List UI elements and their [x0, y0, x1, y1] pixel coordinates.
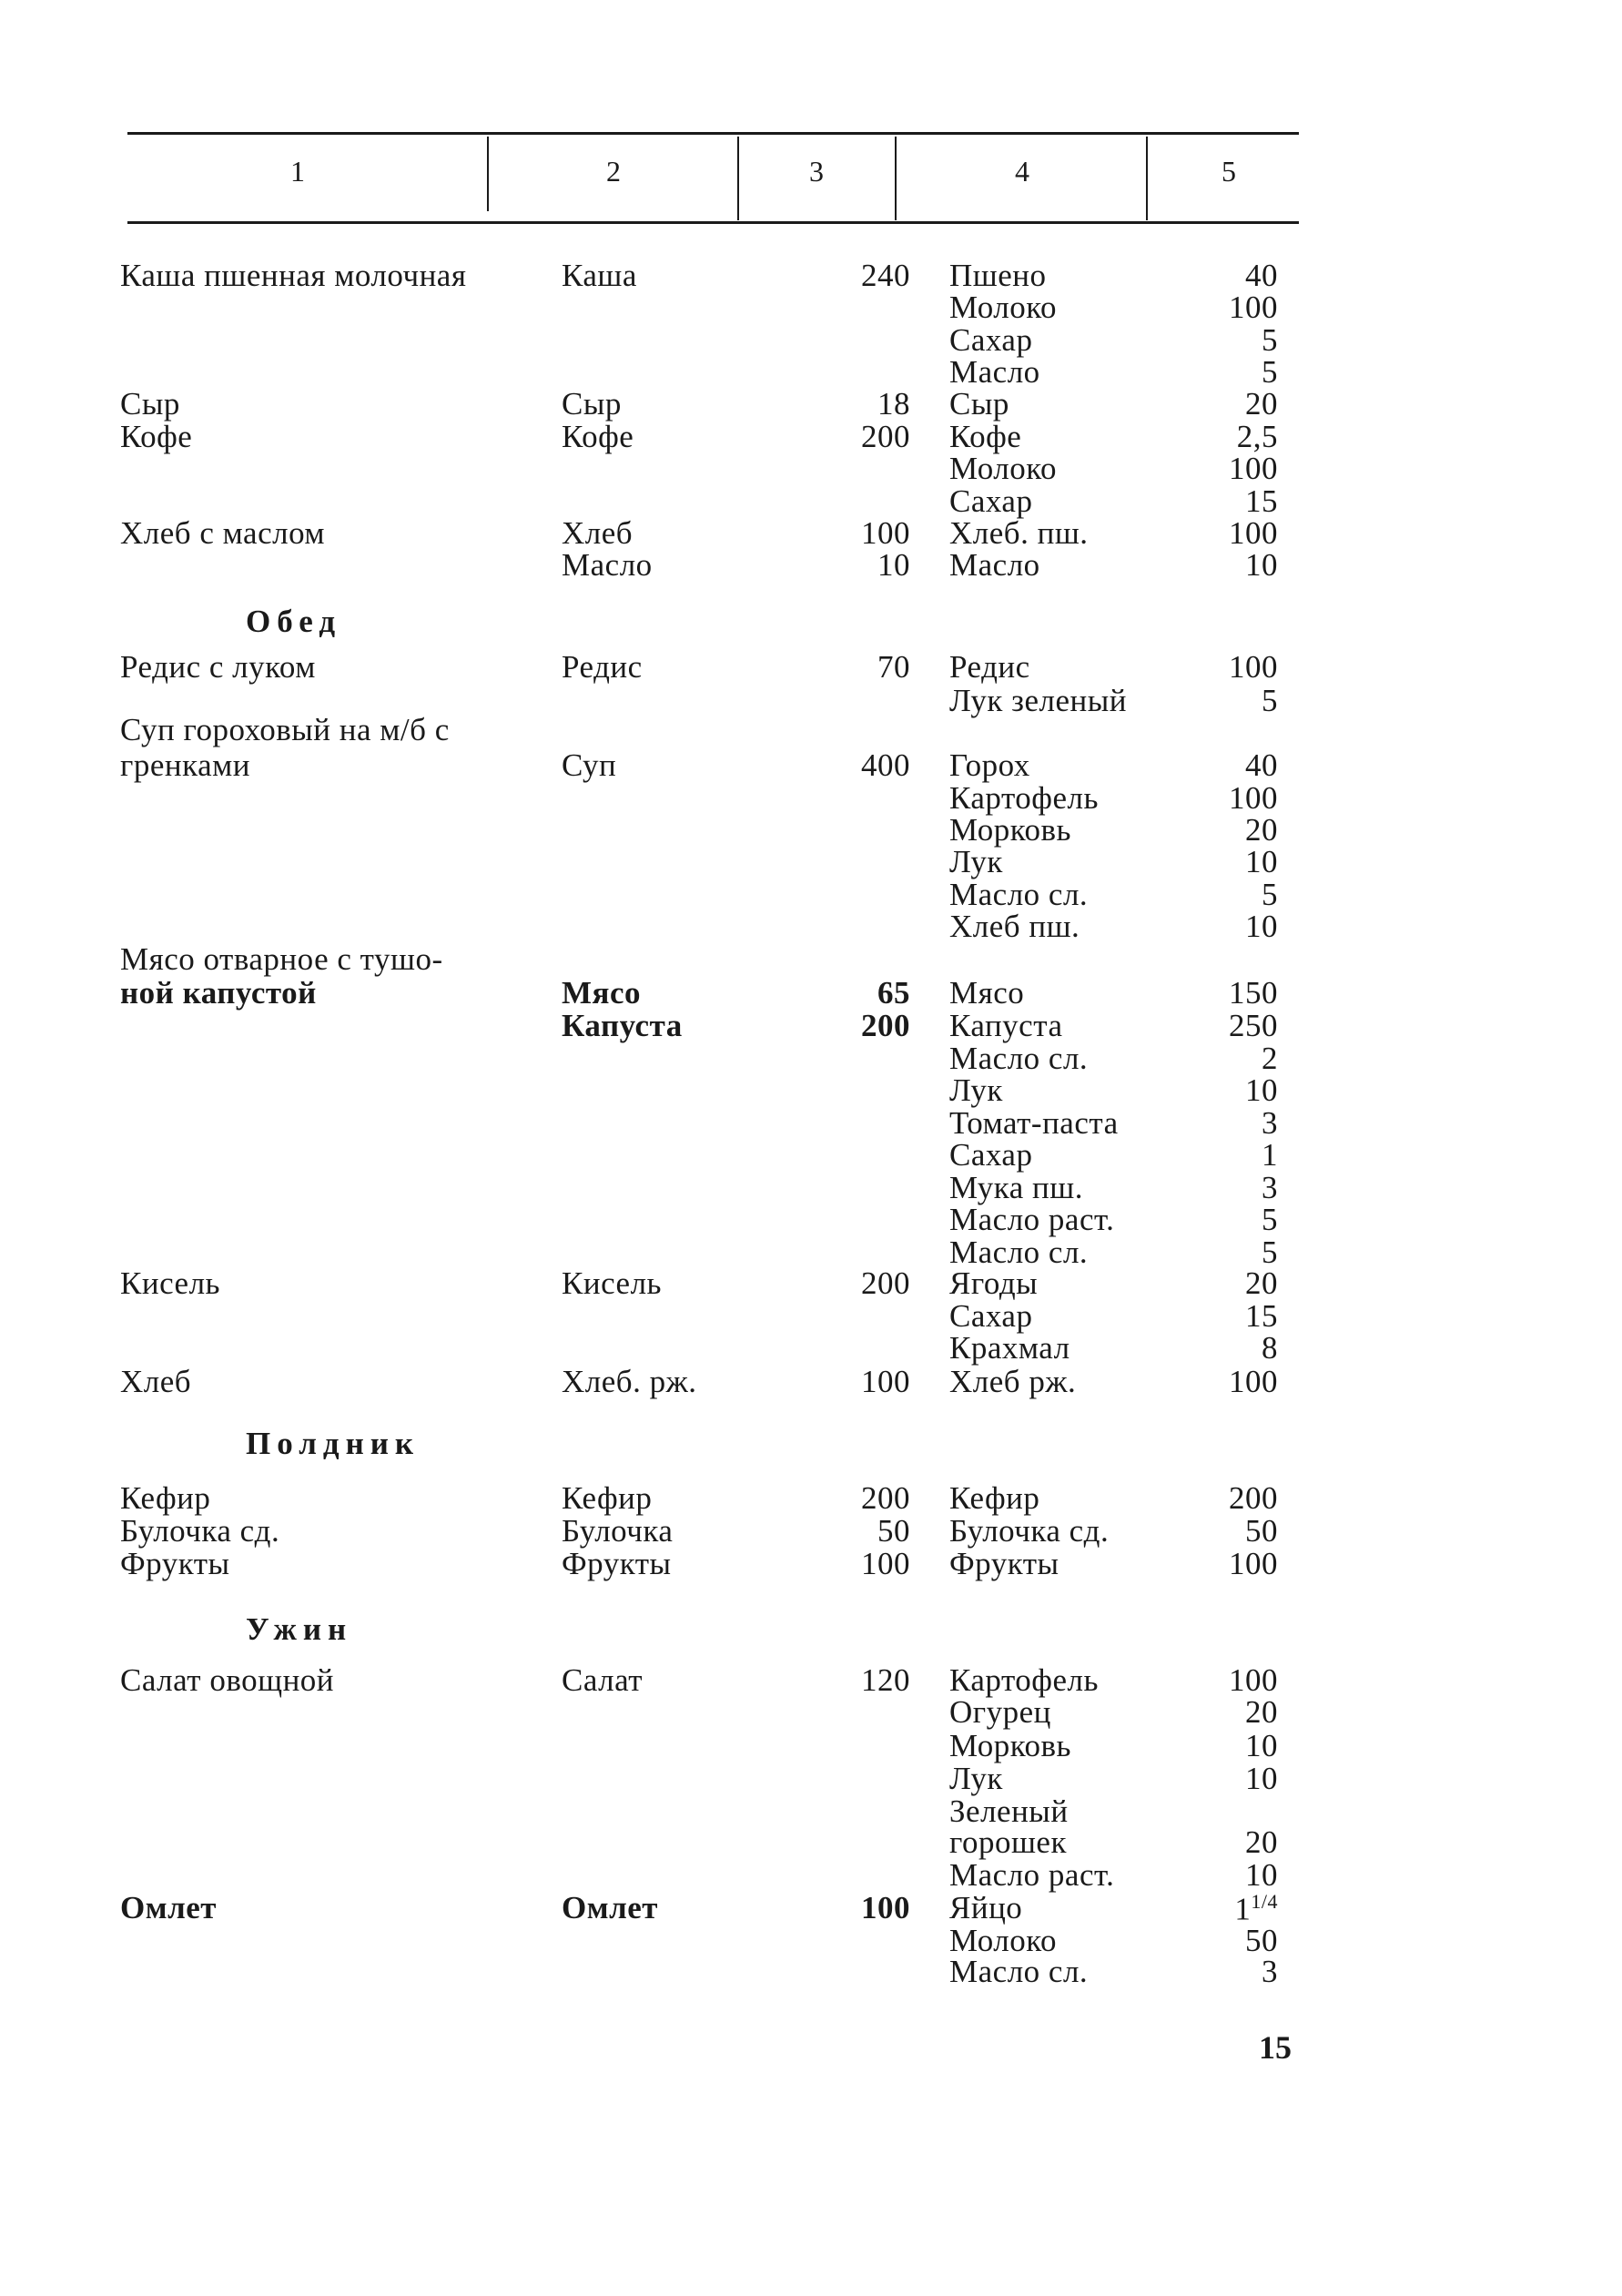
serving-item: Булочка — [562, 1513, 674, 1549]
ingredient-name: Масло раст. — [949, 1202, 1115, 1237]
dish-name: Суп гороховый на м/б с — [120, 712, 450, 747]
ingredient-name: Сахар — [949, 1298, 1033, 1334]
ingredient-name: Морковь — [949, 812, 1071, 848]
ingredient-amount: 100 — [1229, 1546, 1278, 1581]
ingredient-name: Картофель — [949, 780, 1099, 816]
serving-item: Фрукты — [562, 1546, 672, 1581]
ingredient-name: Хлеб. пш. — [949, 515, 1089, 551]
ingredient-name: Горох — [949, 747, 1030, 783]
serving-item: Кефир — [562, 1480, 653, 1516]
ingredient-name: Лук — [949, 844, 1003, 879]
dish-name: гренками — [120, 747, 251, 783]
serving-qty: 100 — [861, 1546, 910, 1581]
ingredient-amount: 150 — [1229, 975, 1278, 1011]
ingredient-name: Масло сл. — [949, 1234, 1089, 1270]
ingredient-amount: 5 — [1262, 1202, 1278, 1237]
ingredient-amount: 5 — [1262, 322, 1278, 358]
ingredient-name: Кефир — [949, 1480, 1040, 1516]
ingredient-amount: 200 — [1229, 1480, 1278, 1516]
serving-item: Кофе — [562, 419, 634, 454]
ingredient-name: Сахар — [949, 322, 1033, 358]
dish-name: Кофе — [120, 419, 193, 454]
ingredient-amount: $1^{1/4}$ — [1234, 1890, 1278, 1927]
ingredient-amount: 5 — [1262, 1234, 1278, 1270]
serving-qty: 70 — [877, 649, 910, 685]
column-header-1: 1 — [290, 155, 305, 188]
serving-qty: 120 — [861, 1662, 910, 1698]
ingredient-name: Лук — [949, 1761, 1003, 1796]
ingredient-amount: 100 — [1229, 451, 1278, 486]
ingredient-name: Хлеб рж. — [949, 1364, 1077, 1399]
section-heading: Ужин — [246, 1611, 353, 1647]
serving-item: Масло — [562, 547, 653, 583]
ingredient-amount: 5 — [1262, 877, 1278, 912]
dish-name: Сыр — [120, 386, 180, 422]
ingredient-name: Лук зеленый — [949, 683, 1127, 718]
dish-name: Хлеб с маслом — [120, 515, 326, 551]
serving-item: Суп — [562, 747, 617, 783]
serving-item: Мясо — [562, 975, 642, 1011]
ingredient-name: Масло сл. — [949, 1041, 1089, 1076]
ingredient-amount: 10 — [1245, 844, 1278, 879]
ingredient-amount: 10 — [1245, 547, 1278, 583]
ingredient-name: Капуста — [949, 1008, 1063, 1043]
ingredient-amount: 100 — [1229, 649, 1278, 685]
ingredient-name: Ягоды — [949, 1265, 1039, 1301]
ingredient-amount: 1 — [1262, 1137, 1278, 1173]
ingredient-amount: 3 — [1262, 1105, 1278, 1141]
ingredient-amount: 20 — [1245, 1824, 1278, 1860]
serving-item: Хлеб — [562, 515, 634, 551]
ingredient-name: Молоко — [949, 290, 1057, 325]
ingredient-amount: 100 — [1229, 1364, 1278, 1399]
serving-qty: 100 — [861, 515, 910, 551]
ingredient-amount: 2,5 — [1236, 419, 1278, 454]
serving-qty: 65 — [877, 975, 910, 1011]
ingredient-name: Сыр — [949, 386, 1009, 422]
ingredient-amount: 100 — [1229, 780, 1278, 816]
ingredient-amount: 100 — [1229, 1662, 1278, 1698]
serving-qty: 200 — [861, 1265, 910, 1301]
ingredient-name: Молоко — [949, 451, 1057, 486]
ingredient-amount: 20 — [1245, 1265, 1278, 1301]
ingredient-amount: 100 — [1229, 290, 1278, 325]
ingredient-amount: 15 — [1245, 1298, 1278, 1334]
column-header-3: 3 — [809, 155, 824, 188]
section-heading: Обед — [246, 604, 342, 639]
serving-qty: 10 — [877, 547, 910, 583]
ingredient-name: Крахмал — [949, 1330, 1070, 1366]
ingredient-amount: 100 — [1229, 515, 1278, 551]
ingredient-amount: 15 — [1245, 483, 1278, 519]
serving-qty: 100 — [861, 1364, 910, 1399]
dish-name: Каша пшенная молочная — [120, 258, 467, 293]
ingredient-amount: 5 — [1262, 683, 1278, 718]
ingredient-name: Масло — [949, 547, 1040, 583]
ingredient-name: Масло сл. — [949, 1954, 1089, 1989]
serving-item: Редис — [562, 649, 643, 685]
dish-name: Булочка сд. — [120, 1513, 280, 1549]
ingredient-name: Огурец — [949, 1694, 1051, 1730]
ingredient-amount: 10 — [1245, 1761, 1278, 1796]
serving-qty: 50 — [877, 1513, 910, 1549]
ingredient-name: Мука пш. — [949, 1170, 1083, 1205]
dish-name: Кисель — [120, 1265, 220, 1301]
section-heading: Полдник — [246, 1426, 421, 1461]
ingredient-amount: 20 — [1245, 1694, 1278, 1730]
ingredient-name: Масло — [949, 354, 1040, 390]
ingredient-amount: 40 — [1245, 258, 1278, 293]
ingredient-name: горошек — [949, 1824, 1067, 1860]
ingredient-amount: 20 — [1245, 386, 1278, 422]
serving-qty: 200 — [861, 419, 910, 454]
ingredient-amount: 3 — [1262, 1170, 1278, 1205]
ingredient-amount: 10 — [1245, 1857, 1278, 1893]
dish-name: ной капустой — [120, 975, 317, 1011]
ingredient-amount: 20 — [1245, 812, 1278, 848]
page-number: 15 — [1259, 2029, 1292, 2066]
ingredient-name: Томат-паста — [949, 1105, 1119, 1141]
ingredient-name: Мясо — [949, 975, 1025, 1011]
serving-qty: 18 — [877, 386, 910, 422]
dish-name: Салат овощной — [120, 1662, 335, 1698]
ingredient-name: Масло сл. — [949, 877, 1089, 912]
ingredient-amount: 10 — [1245, 909, 1278, 944]
ingredient-name: Сахар — [949, 1137, 1033, 1173]
serving-qty: 200 — [861, 1008, 910, 1043]
serving-qty: 240 — [861, 258, 910, 293]
serving-item: Салат — [562, 1662, 644, 1698]
ingredient-name: Фрукты — [949, 1546, 1059, 1581]
ingredient-name: Пшено — [949, 258, 1047, 293]
serving-item: Сыр — [562, 386, 622, 422]
ingredient-amount: 50 — [1245, 1923, 1278, 1958]
dish-name: Кефир — [120, 1480, 211, 1516]
ingredient-amount: 10 — [1245, 1072, 1278, 1108]
ingredient-name: Картофель — [949, 1662, 1099, 1698]
column-header-4: 4 — [1015, 155, 1029, 188]
serving-item: Капуста — [562, 1008, 683, 1043]
ingredient-name: Молоко — [949, 1923, 1057, 1958]
serving-qty: 400 — [861, 747, 910, 783]
ingredient-amount: 40 — [1245, 747, 1278, 783]
column-header-5: 5 — [1222, 155, 1236, 188]
ingredient-amount: 250 — [1229, 1008, 1278, 1043]
ingredient-amount: 8 — [1262, 1330, 1278, 1366]
ingredient-name: Кофе — [949, 419, 1022, 454]
ingredient-name: Редис — [949, 649, 1030, 685]
serving-item: Кисель — [562, 1265, 662, 1301]
ingredient-amount: 50 — [1245, 1513, 1278, 1549]
ingredient-name: Морковь — [949, 1728, 1071, 1763]
ingredient-name: Масло раст. — [949, 1857, 1115, 1893]
ingredient-name: Хлеб пш. — [949, 909, 1080, 944]
serving-item: Омлет — [562, 1890, 658, 1925]
ingredient-amount: 5 — [1262, 354, 1278, 390]
serving-qty: 100 — [861, 1890, 910, 1925]
dish-name: Редис с луком — [120, 649, 316, 685]
ingredient-amount: 10 — [1245, 1728, 1278, 1763]
serving-item: Хлеб. рж. — [562, 1364, 697, 1399]
ingredient-name: Лук — [949, 1072, 1003, 1108]
ingredient-name: Яйцо — [949, 1890, 1023, 1925]
ingredient-amount: 3 — [1262, 1954, 1278, 1989]
serving-qty: 200 — [861, 1480, 910, 1516]
ingredient-name: Зеленый — [949, 1793, 1069, 1829]
ingredient-name: Булочка сд. — [949, 1513, 1110, 1549]
dish-name: Фрукты — [120, 1546, 230, 1581]
column-header-2: 2 — [606, 155, 621, 188]
ingredient-amount: 2 — [1262, 1041, 1278, 1076]
dish-name: Мясо отварное с тушо- — [120, 941, 443, 977]
dish-name: Омлет — [120, 1890, 217, 1925]
serving-item: Каша — [562, 258, 637, 293]
dish-name: Хлеб — [120, 1364, 192, 1399]
ingredient-name: Сахар — [949, 483, 1033, 519]
